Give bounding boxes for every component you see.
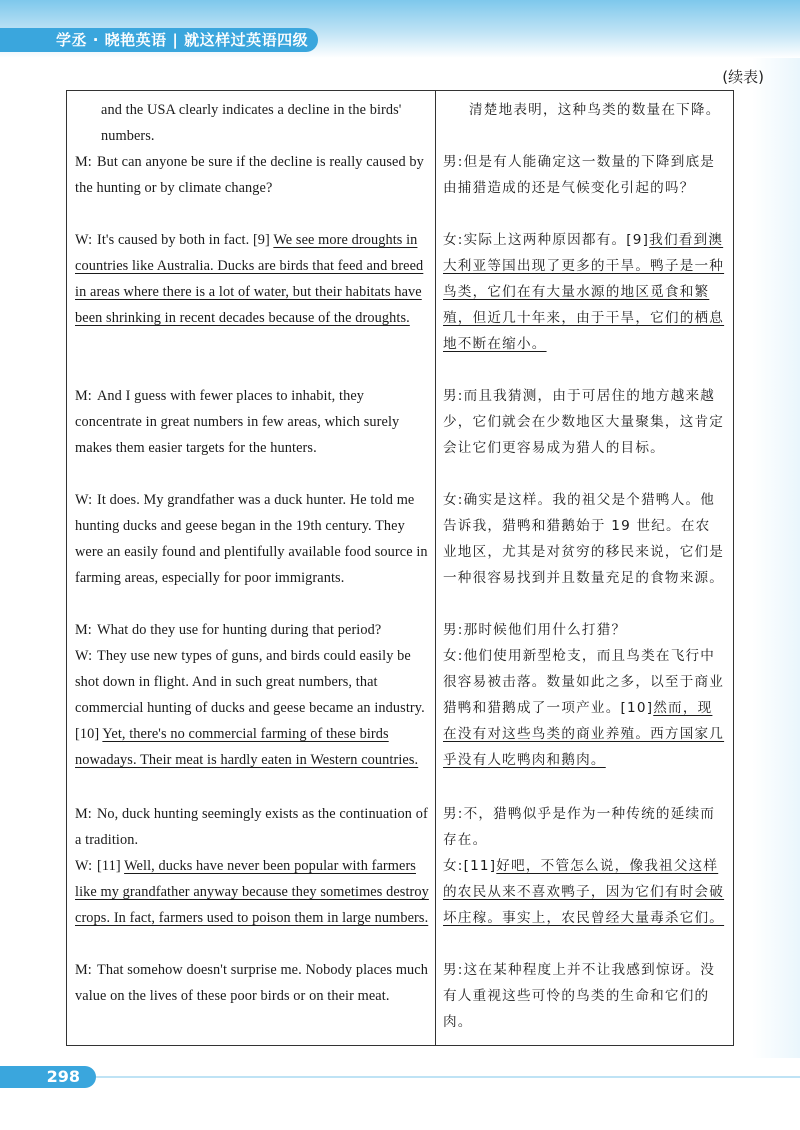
chinese-line: 这在某种程度上并不让我感到惊讶。没有人重视这些可怜的鸟类的生命和它们的肉。: [443, 962, 716, 1030]
english-text: [75, 617, 431, 643]
speaker-label: W:: [75, 492, 93, 508]
speaker-label: 女:: [443, 858, 464, 874]
chinese-line: 而且我猜测，由于可居住的地方越来越少，它们就会在少数地区大量聚集，这肯定会让它们更容易成为猎人的目标。: [443, 388, 725, 456]
continued-label: (续表): [722, 68, 764, 86]
chinese-line: 清楚地表明，这种鸟类的数量在下降。: [469, 102, 721, 118]
english-line: And I guess with fewer places to inhabit, they concentrate in great numbers in few areas, which surely makes them easier targets for the hunters.: [75, 388, 400, 456]
english-line: But can anyone be sure if the decline is really caused by the hunting or by climate change?: [75, 154, 424, 196]
speaker-label: 男:: [443, 622, 464, 638]
speaker-label: 男:: [443, 388, 464, 404]
answer-sentence: Yet, there's no commercial farming of these birds nowadays. Their meat is hardly eaten in Western countries.: [75, 726, 419, 768]
speaker-label: 女:: [443, 648, 464, 664]
english-line: They use new types of guns, and birds could easily be shot down in flight. And in such great numbers, that commercial hunting of ducks and geese became an industry. [10]: [75, 648, 425, 742]
english-line: That somehow doesn't surprise me. Nobody places much value on the lives of these poor birds or on their meat.: [75, 962, 428, 1004]
chinese-text: [443, 487, 725, 591]
speaker-label: M:: [75, 962, 92, 978]
page-edge-shade: [752, 58, 800, 1058]
speaker-label: M:: [75, 622, 92, 638]
page-number: 298: [0, 1066, 96, 1088]
dialogue-table: [66, 90, 734, 1046]
english-text: [75, 487, 431, 591]
column-divider: [435, 91, 436, 1045]
english-text: [75, 643, 431, 773]
english-line: What do they use for hunting during that period?: [97, 622, 382, 638]
chinese-line: 但是有人能确定这一数量的下降到底是由捕猎造成的还是气候变化引起的吗？: [443, 154, 716, 196]
speaker-label: W:: [75, 858, 93, 874]
chinese-line: [11]: [463, 858, 497, 874]
chinese-text: [443, 227, 725, 357]
english-line: It's caused by both in fact. [9]: [97, 232, 274, 248]
speaker-label: 女:: [443, 492, 464, 508]
chinese-text: [443, 643, 725, 773]
answer-sentence: 我们看到澳大利亚等国出现了更多的干旱。鸭子是一种鸟类，它们在有大量水源的地区觅食和繁殖，但近几十年来，由于干旱，它们的栖息地不断在缩小。: [443, 232, 725, 352]
speaker-label: W:: [75, 648, 93, 664]
chinese-line: 他们使用新型枪支，而且鸟类在飞行中很容易被击落。数量如此之多，以至于商业猎鸭和猎鹅成了一项产业。[10]: [443, 648, 725, 716]
english-text: [75, 853, 431, 931]
chinese-text: [443, 957, 725, 1035]
speaker-label: 男:: [443, 806, 464, 822]
speaker-label: 女:: [443, 232, 464, 248]
english-text: [75, 149, 431, 201]
footer-rule: [96, 1076, 800, 1078]
chinese-text: [443, 853, 725, 931]
chinese-line: 不，猎鸭似乎是作为一种传统的延续而存在。: [443, 806, 716, 848]
series-title: 学丞 · 晓艳英语 | 就这样过英语四级: [0, 28, 318, 52]
answer-sentence: 好吧，不管怎么说，像我祖父这样的农民从来不喜欢鸭子，因为它们有时会破坏庄稼。事实上，农民曾经大量毒杀它们。: [443, 858, 725, 926]
english-text: [75, 383, 431, 461]
english-text: [75, 801, 431, 853]
english-text: [75, 97, 435, 149]
chinese-line: 确实是这样。我的祖父是个猎鸭人。他告诉我，猎鸭和猎鹅始于 19 世纪。在农业地区，尤其是对贫穷的移民来说，它们是一种很容易找到并且数量充足的食物来源。: [443, 492, 725, 586]
speaker-label: W:: [75, 232, 93, 248]
answer-sentence: Well, ducks have never been popular with farmers like my grandfather anyway because they sometimes destroy crops. In fact, farmers used to poison them in large numbers.: [75, 858, 429, 926]
english-line: and the USA clearly indicates a decline in the birds' numbers.: [101, 102, 402, 144]
chinese-line: 那时候他们用什么打猎？: [463, 622, 627, 638]
chinese-text: [443, 383, 725, 461]
answer-sentence: We see more droughts in countries like Australia. Ducks are birds that feed and breed in areas where there is a lot of water, but their habitats have been shrinking in recent decades because of the droughts.: [75, 232, 424, 326]
chinese-text: [443, 97, 725, 123]
speaker-label: 男:: [443, 962, 464, 978]
speaker-label: 男:: [443, 154, 464, 170]
answer-sentence: 然而，现在没有对这些鸟类的商业养殖。西方国家几乎没有人吃鸭肉和鹅肉。: [443, 700, 725, 768]
english-line: [11]: [97, 858, 125, 874]
chinese-line: 实际上这两种原因都有。[9]: [463, 232, 650, 248]
english-line: No, duck hunting seemingly exists as the continuation of a tradition.: [75, 806, 428, 848]
english-line: It does. My grandfather was a duck hunter. He told me hunting ducks and geese began in the 19th century. They were an easily found and plentifully available food source in farming areas, especially for poor immigrants.: [75, 492, 428, 586]
chinese-text: [443, 801, 725, 853]
speaker-label: M:: [75, 154, 92, 170]
english-text: [75, 957, 431, 1009]
speaker-label: M:: [75, 388, 92, 404]
chinese-text: [443, 617, 725, 643]
chinese-text: [443, 149, 725, 201]
speaker-label: M:: [75, 806, 92, 822]
english-text: [75, 227, 431, 331]
